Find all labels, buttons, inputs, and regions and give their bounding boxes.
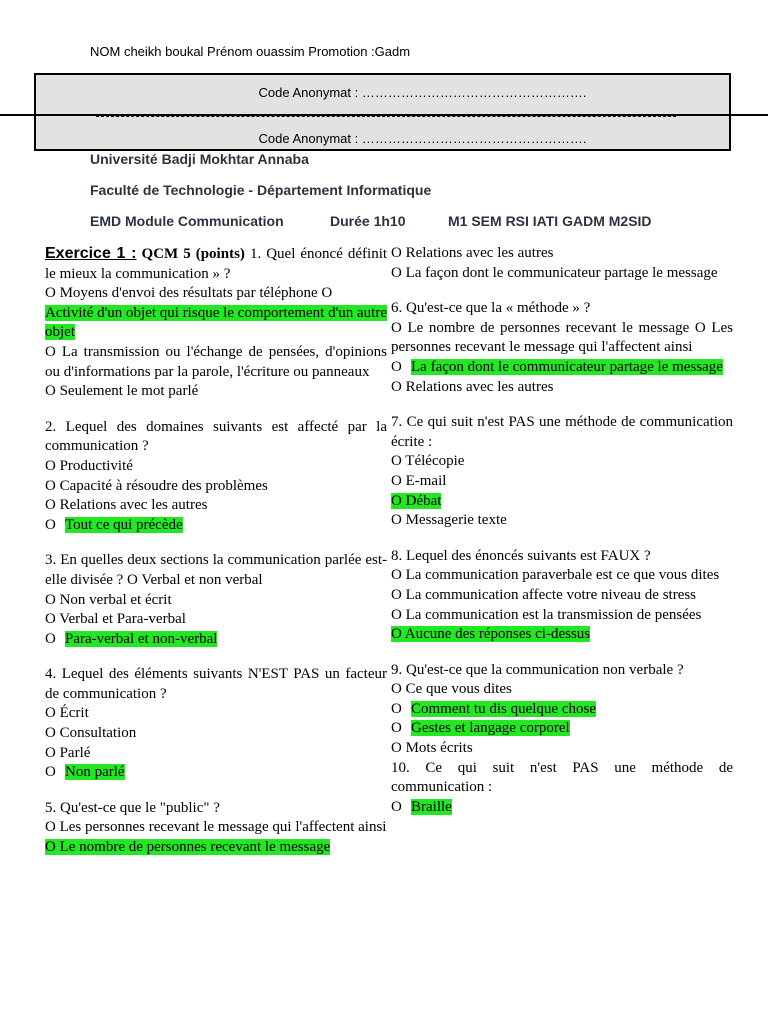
q9-option-b-marker: O	[391, 700, 402, 717]
left-column	[45, 244, 387, 858]
q4-question: 4. Lequel des éléments suivants N'EST PAS un facteur de communication ?	[45, 666, 387, 702]
q10-answer-highlight: Braille	[411, 798, 452, 815]
q10-option-a-marker: O	[391, 798, 402, 815]
q2-answer-highlight: Tout ce qui précède	[65, 516, 183, 533]
module-name: EMD Module Communication	[90, 213, 284, 229]
faculty-name: Faculté de Technologie - Département Informatique	[90, 182, 432, 198]
exercise-points: QCM 5 (points)	[141, 246, 245, 262]
q9-option-d: O Mots écrits	[391, 740, 473, 757]
q7-option-a: O Télécopie	[391, 453, 465, 470]
q1-option-b	[45, 304, 387, 343]
q4-answer-highlight: Non parlé	[65, 764, 125, 781]
q2-option-b: O Capacité à résoudre des problèmes	[45, 477, 268, 494]
q3-option-c	[45, 630, 387, 650]
q5-question: 5. Qu'est-ce que le "public" ?	[45, 799, 220, 816]
q9-answer-highlight-1: Comment tu dis quelque chose	[411, 700, 596, 717]
q5-option-b	[45, 838, 387, 858]
q4-option-a: O Écrit	[45, 705, 89, 722]
q6-answer-highlight: La façon dont le communicateur partage le message	[411, 358, 723, 375]
q3-option-a: O Non verbal et écrit	[45, 591, 172, 608]
q4-option-b: O Consultation	[45, 725, 137, 742]
exam-duration: Durée 1h10	[330, 213, 406, 229]
q3-question: 3. En quelles deux sections la communication parlée est-elle divisée ? O Verbal et non verbal	[45, 552, 387, 588]
q7-option-d: O Messagerie texte	[391, 512, 507, 529]
q9-option-b	[391, 700, 733, 720]
q8-question: 8. Lequel des énoncés suivants est FAUX ?	[391, 547, 651, 564]
q1-option-a: O Moyens d'envoi des résultats par téléphone O	[45, 285, 333, 302]
q8-option-a: O La communication paraverbale est ce que vous dites	[391, 567, 720, 584]
exercise-title: Exercice 1 :	[45, 245, 137, 262]
q2-option-d-marker: O	[45, 516, 56, 533]
q3-option-b: O Verbal et Para-verbal	[45, 611, 186, 628]
q9-answer-highlight-2: Gestes et langage corporel	[411, 720, 570, 737]
q9-option-c	[391, 719, 733, 739]
q7-answer-highlight: O Débat	[391, 492, 442, 509]
q5-option-d: O La façon dont le communicateur partage le message	[391, 264, 718, 281]
exam-levels: M1 SEM RSI IATI GADM M2SID	[448, 213, 652, 229]
q2-option-c: O Relations avec les autres	[45, 497, 208, 514]
q10-question: 10. Ce qui suit n'est PAS une méthode de communication :	[391, 759, 733, 796]
q1-option-d: O Seulement le mot parlé	[45, 383, 199, 400]
q7-option-c	[391, 492, 733, 512]
q7-question: 7. Ce qui suit n'est PAS une méthode de communication écrite :	[391, 414, 733, 450]
q2-question: 2. Lequel des domaines suivants est affecté par la communication ?	[45, 418, 387, 455]
q1-text: 1. Quel énoncé définit le mieux la communication » ?	[45, 246, 388, 282]
q4-option-d-marker: O	[45, 764, 56, 781]
q5-option-c: O Relations avec les autres	[391, 245, 554, 261]
anonymous-code-1: Code Anonymat : …………………………………………….	[258, 85, 587, 100]
q8-option-c: O La communication est la transmission de pensées	[391, 606, 702, 623]
q8-answer-highlight: O Aucune des réponses ci-dessus	[391, 626, 591, 643]
q6-option-c: O Relations avec les autres	[391, 378, 554, 395]
q6-option-b-marker: O	[391, 358, 402, 375]
q9-option-c-marker: O	[391, 720, 402, 737]
student-info-line: NOM cheikh boukal Prénom ouassim Promotion :Gadm	[90, 44, 411, 59]
q5-option-a: O Les personnes recevant le message qui l'affectent ainsi	[45, 819, 387, 836]
q6-option-a: O Le nombre de personnes recevant le message O Les personnes recevant le message qui l'affectent ainsi	[391, 319, 733, 356]
q8-option-b: O La communication affecte votre niveau de stress	[391, 586, 697, 603]
q3-answer-highlight: Para-verbal et non-verbal	[65, 630, 218, 647]
q1-question	[45, 244, 387, 284]
q1-answer-highlight: Activité d'un objet qui risque le comportement d'un autre objet	[45, 304, 387, 341]
q4-option-c: O Parlé	[45, 744, 91, 761]
q6-question: 6. Qu'est-ce que la « méthode » ?	[391, 300, 591, 317]
q9-option-a: O Ce que vous dites	[391, 681, 512, 698]
q7-option-b: O E-mail	[391, 472, 447, 489]
anonymous-code-2: Code Anonymat : …………………………………………….	[258, 131, 587, 146]
q5-answer-highlight: O Le nombre de personnes recevant le message	[45, 839, 331, 856]
dashed-separator	[96, 116, 676, 117]
university-name: Université Badji Mokhtar Annaba	[90, 151, 309, 167]
q8-option-d	[391, 625, 733, 645]
right-column	[391, 244, 733, 817]
anonymous-code-box	[34, 73, 731, 151]
q6-option-b	[391, 358, 733, 378]
q10-option-a	[391, 798, 733, 818]
q3-option-c-marker: O	[45, 630, 56, 647]
q1-option-c: O La transmission ou l'échange de pensées, d'opinions ou d'informations par la parole, l'écriture ou panneaux	[45, 343, 387, 380]
q9-question: 9. Qu'est-ce que la communication non verbale ?	[391, 661, 684, 678]
q4-option-d	[45, 763, 387, 783]
q2-option-a: O Productivité	[45, 457, 133, 474]
q2-option-d	[45, 516, 387, 536]
